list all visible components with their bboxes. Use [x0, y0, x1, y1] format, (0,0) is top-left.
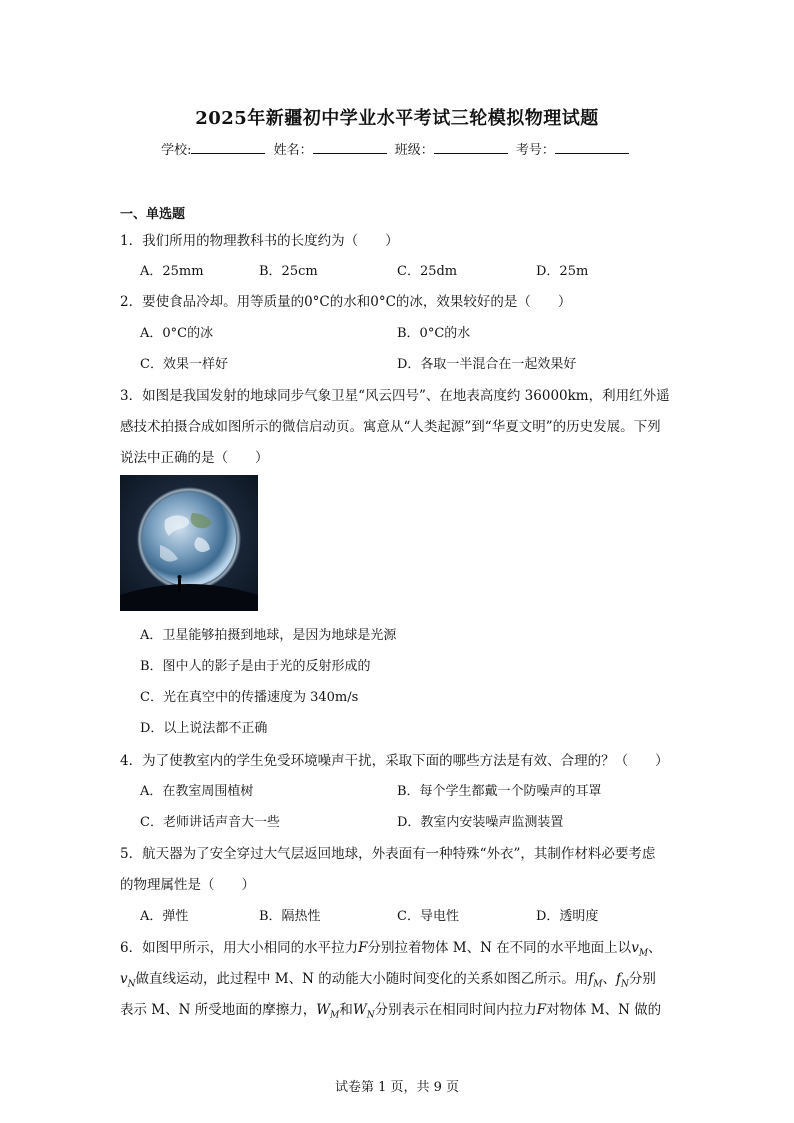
q1-option-c: C．25dm: [397, 264, 458, 279]
question-3-stem-line-1: 3．如图是我国发射的地球同步气象卫星“风云四号”、在地表高度约 36000km，利用红外遥: [120, 388, 670, 404]
question-5-stem-line-1: 5．航天器为了安全穿过大气层返回地球，外表面有一种特殊“外衣”，其制作材料必要考虑: [120, 846, 656, 862]
exam-title: 2025年新疆初中学业水平考试三轮模拟物理试题: [195, 108, 599, 129]
question-2-stem: 2．要使食品冷却。用等质量的0°C的水和0°C的冰，效果较好的是（ ）: [120, 294, 572, 310]
page-footer: 试卷第 1 页，共 9 页: [334, 1080, 460, 1095]
section-title: 一、单选题: [120, 207, 186, 222]
q2-option-c: C．效果一样好: [140, 357, 228, 372]
q2-option-a: A．0°C的冰: [140, 326, 214, 341]
q3-option-c: C．光在真空中的传播速度为 340m/s: [140, 690, 359, 705]
q2-option-b: B．0°C的水: [397, 326, 471, 341]
q5-option-a: A．弹性: [140, 909, 189, 924]
person-silhouette: [178, 579, 181, 592]
q4-option-b: B．每个学生都戴一个防噪声的耳罩: [397, 784, 602, 799]
student-info-line: [0, 139, 794, 158]
earth-from-space-image: [120, 475, 258, 611]
question-5-stem-line-2: 的物理属性是（ ）: [120, 877, 255, 893]
school-blank[interactable]: [191, 141, 265, 154]
question-3-stem-line-3: 说法中正确的是（ ）: [120, 450, 269, 466]
name-blank[interactable]: [313, 141, 387, 154]
school-label: 学校:: [161, 143, 192, 158]
q3-option-d: D．以上说法都不正确: [140, 721, 268, 736]
q5-option-c: C．导电性: [397, 909, 459, 924]
q5-option-d: D．透明度: [536, 909, 599, 924]
question-6-stem-line-2: $v_N$做直线运动，此过程中 M、N 的动能大小随时间变化的关系如图乙所示。用$f_M$、$f_N$分别: [120, 971, 656, 990]
q2-option-d: D．各取一半混合在一起效果好: [397, 357, 577, 372]
name-label: 姓名：: [273, 143, 313, 158]
question-3-stem-line-2: 感技术拍摄合成如图所示的微信启动页。寓意从“人类起源”到“华夏文明”的历史发展。下列: [120, 419, 661, 435]
q1-option-b: B．25cm: [259, 264, 318, 279]
class-blank[interactable]: [434, 141, 508, 154]
q3-option-a: A．卫星能够拍摄到地球，是因为地球是光源: [140, 628, 397, 643]
exam-number-label: 考号：: [515, 143, 555, 158]
question-6-stem-line-3: 表示 M、N 所受地面的摩擦力，$W_M$和$W_N$分别表示在相同时间内拉力F对物体 M、N 做的: [120, 1002, 662, 1021]
q4-option-a: A．在教室周围植树: [140, 784, 254, 799]
q4-option-d: D．教室内安装噪声监测装置: [397, 815, 564, 830]
class-label: 班级：: [394, 143, 434, 158]
earth-illustration: [120, 475, 258, 611]
question-4-stem: 4．为了使教室内的学生免受环境噪声干扰，采取下面的哪些方法是有效、合理的？（ ）: [120, 753, 669, 769]
q5-option-b: B．隔热性: [259, 909, 321, 924]
question-1-stem: 1．我们所用的物理教科书的长度约为（ ）: [120, 233, 399, 249]
q3-option-b: B．图中人的影子是由于光的反射形成的: [140, 659, 371, 674]
exam-number-blank[interactable]: [555, 141, 629, 154]
q1-option-a: A．25mm: [140, 264, 204, 279]
q1-option-d: D．25m: [536, 264, 589, 279]
question-6-stem-line-1: 6．如图甲所示，用大小相同的水平拉力F分别拉着物体 M、N 在不同的水平地面上以$v_M$、: [120, 940, 662, 959]
q4-option-c: C．老师讲话声音大一些: [140, 815, 280, 830]
